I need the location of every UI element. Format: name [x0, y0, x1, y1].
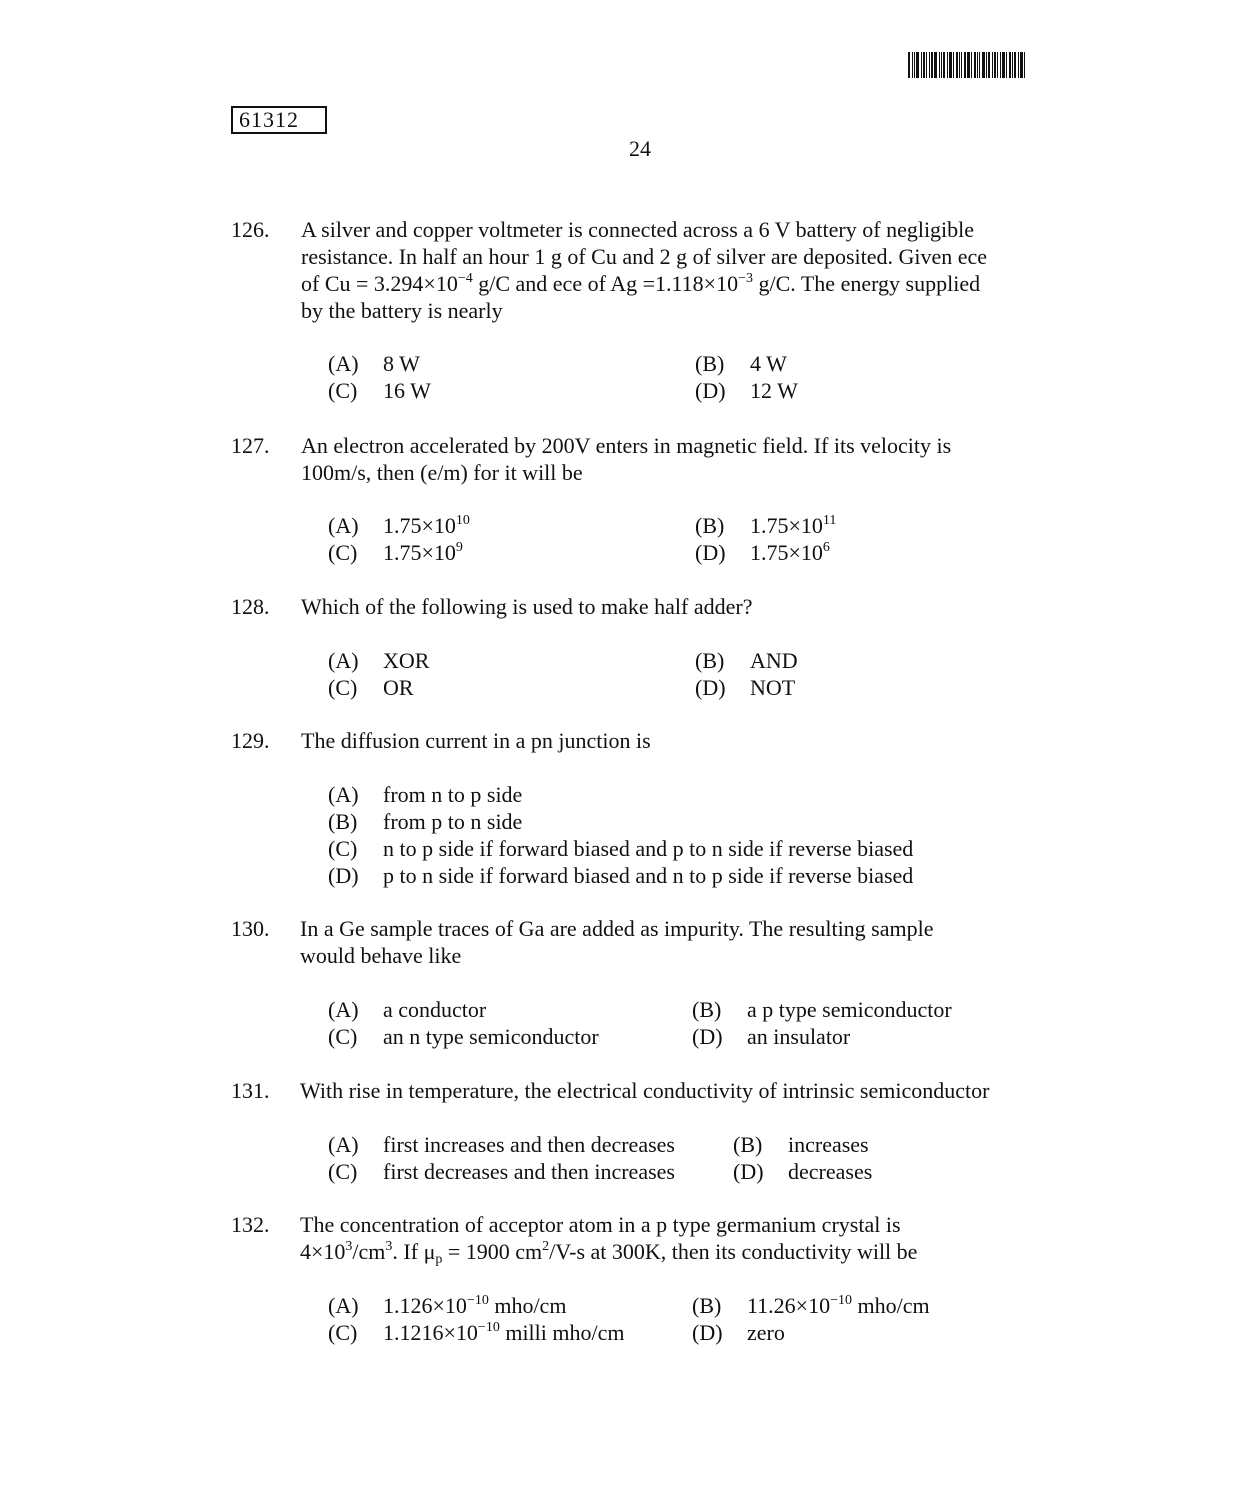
- option-d: (D) 12 W: [695, 378, 798, 403]
- option-b: (B) from p to n side: [328, 809, 523, 834]
- option-c: (C) n to p side if forward biased and p to n side if reverse biased: [328, 836, 914, 861]
- barcode-bar: [1006, 52, 1007, 78]
- barcode-bar: [994, 52, 996, 78]
- barcode-bar: [953, 52, 954, 78]
- question-line: In a Ge sample traces of Ga are added as impurity. The resulting sample: [300, 916, 934, 941]
- barcode-bar: [959, 52, 960, 78]
- option-a: (A) $1.126\times 10^{-10}$ mho/cm: [328, 1293, 567, 1318]
- barcode-bar: [964, 52, 966, 78]
- barcode-bar: [1000, 52, 1001, 78]
- barcode-bar: [949, 52, 952, 78]
- option-d: (D) $1.75\times 10^6$: [695, 540, 830, 565]
- question-130: [231, 915, 1051, 1049]
- barcode-bar: [947, 52, 948, 78]
- barcode-bar: [1020, 52, 1023, 78]
- option-b: (B) 4 W: [695, 351, 787, 376]
- question-number: 126.: [231, 217, 270, 242]
- barcode-bar: [923, 52, 925, 78]
- question-128: [231, 593, 1051, 700]
- question-number: 128.: [231, 594, 270, 619]
- question-line: 100m/s, then (e/m) for it will be: [301, 460, 583, 485]
- barcode-bar: [986, 52, 987, 78]
- question-line: Which of the following is used to make half adder?: [301, 594, 753, 619]
- question-127: [231, 432, 1051, 565]
- barcode-bar: [1012, 52, 1013, 78]
- option-b: (B) AND: [695, 648, 798, 673]
- barcode-bar: [943, 52, 945, 78]
- option-d: (D) NOT: [695, 675, 796, 700]
- barcode-bar: [1009, 52, 1011, 78]
- question-number: 129.: [231, 728, 270, 753]
- barcode-bar: [967, 52, 970, 78]
- barcode-bar: [914, 52, 915, 78]
- barcode-bar: [931, 52, 933, 78]
- barcode-bar: [1014, 52, 1016, 78]
- question-number: 127.: [231, 433, 270, 458]
- barcode-bar: [1024, 52, 1025, 78]
- barcode-bar: [992, 52, 993, 78]
- barcode-bar: [961, 52, 962, 78]
- option-c: (C) 16 W: [328, 378, 431, 403]
- question-129: [231, 727, 1051, 888]
- option-a: (A) $1.75\times 10^{10}$: [328, 513, 470, 538]
- barcode-bar: [988, 52, 990, 78]
- barcode-bar: [982, 52, 985, 78]
- option-b: (B) a p type semiconductor: [692, 997, 952, 1022]
- option-b: (B) increases: [733, 1132, 869, 1157]
- barcode-bar: [908, 52, 910, 78]
- option-d: (D) p to n side if forward biased and n to p side if reverse biased: [328, 863, 914, 888]
- barcode-bar: [979, 52, 980, 78]
- barcode-bar: [974, 52, 976, 78]
- option-c: (C) $1.1216\times 10^{-10}$ milli mho/cm: [328, 1320, 625, 1345]
- barcode-bar: [977, 52, 978, 78]
- option-a: (A) XOR: [328, 648, 430, 673]
- question-line: $4\times 10^3/cm^3$. If $\mu_p = 1900$ $cm^2/V-s$ at 300K, then its conductivity will be: [300, 1239, 918, 1267]
- option-a: (A) a conductor: [328, 997, 487, 1022]
- question-number: 132.: [231, 1212, 270, 1237]
- question-text: [300, 1077, 1051, 1104]
- question-line: The diffusion current in a pn junction is: [301, 728, 651, 753]
- question-line: would behave like: [300, 943, 462, 968]
- question-line: of $Cu = 3.294\times 10^{-4}$ g/C and ece of $Ag =1.118\times 10^{-3}$ g/C. The energy supplied: [301, 271, 981, 296]
- question-line: With rise in temperature, the electrical conductivity of intrinsic semiconductor: [300, 1078, 990, 1103]
- question-number: 130.: [231, 916, 270, 941]
- barcode-bar: [1002, 52, 1005, 78]
- question-text: [301, 727, 1051, 754]
- question-132: [231, 1211, 1051, 1345]
- question-text: [301, 216, 1051, 324]
- option-d: (D) zero: [692, 1320, 785, 1345]
- question-126: [231, 216, 1051, 403]
- question-text: [300, 1211, 1051, 1265]
- barcode-bar: [956, 52, 958, 78]
- barcode-bar: [916, 52, 919, 78]
- question-number: 131.: [231, 1078, 270, 1103]
- question-line: by the battery is nearly: [301, 298, 503, 323]
- barcode-bar: [912, 52, 913, 78]
- barcode-bar: [941, 52, 942, 78]
- option-d: (D) decreases: [733, 1159, 873, 1184]
- option-c: (C) $1.75\times 10^9$: [328, 540, 463, 565]
- paper-code-box: 61312: [231, 106, 327, 134]
- barcode-bar: [929, 52, 930, 78]
- question-line: resistance. In half an hour 1 g of Cu and 2 g of silver are deposited. Given ece: [301, 244, 988, 269]
- option-c: (C) OR: [328, 675, 414, 700]
- page-number: 24: [629, 136, 651, 161]
- option-b: (B) $1.75\times 10^{11}$: [695, 513, 837, 538]
- option-c: (C) an n type semiconductor: [328, 1024, 599, 1049]
- question-text: [301, 593, 1051, 620]
- question-text: [301, 432, 1051, 486]
- barcode-bar: [934, 52, 937, 78]
- option-d: (D) an insulator: [692, 1024, 851, 1049]
- option-c: (C) first decreases and then increases: [328, 1159, 675, 1184]
- barcode-bar: [971, 52, 972, 78]
- question-line: A silver and copper voltmeter is connected across a 6 V battery of negligible: [301, 217, 975, 242]
- barcode: [908, 52, 1058, 78]
- barcode-bar: [997, 52, 998, 78]
- option-a: (A) from n to p side: [328, 782, 523, 807]
- option-b: (B) $11.26\times 10^{-10}$ mho/cm: [692, 1293, 930, 1318]
- barcode-bar: [939, 52, 940, 78]
- option-a: (A) 8 W: [328, 351, 420, 376]
- question-131: [231, 1077, 1051, 1184]
- question-line: An electron accelerated by 200V enters in magnetic field. If its velocity is: [301, 433, 952, 458]
- barcode-bar: [926, 52, 927, 78]
- question-text: [300, 915, 1051, 969]
- barcode-bar: [1018, 52, 1019, 78]
- option-a: (A) first increases and then decreases: [328, 1132, 675, 1157]
- barcode-bar: [921, 52, 922, 78]
- question-line: The concentration of acceptor atom in a p type germanium crystal is: [300, 1212, 901, 1237]
